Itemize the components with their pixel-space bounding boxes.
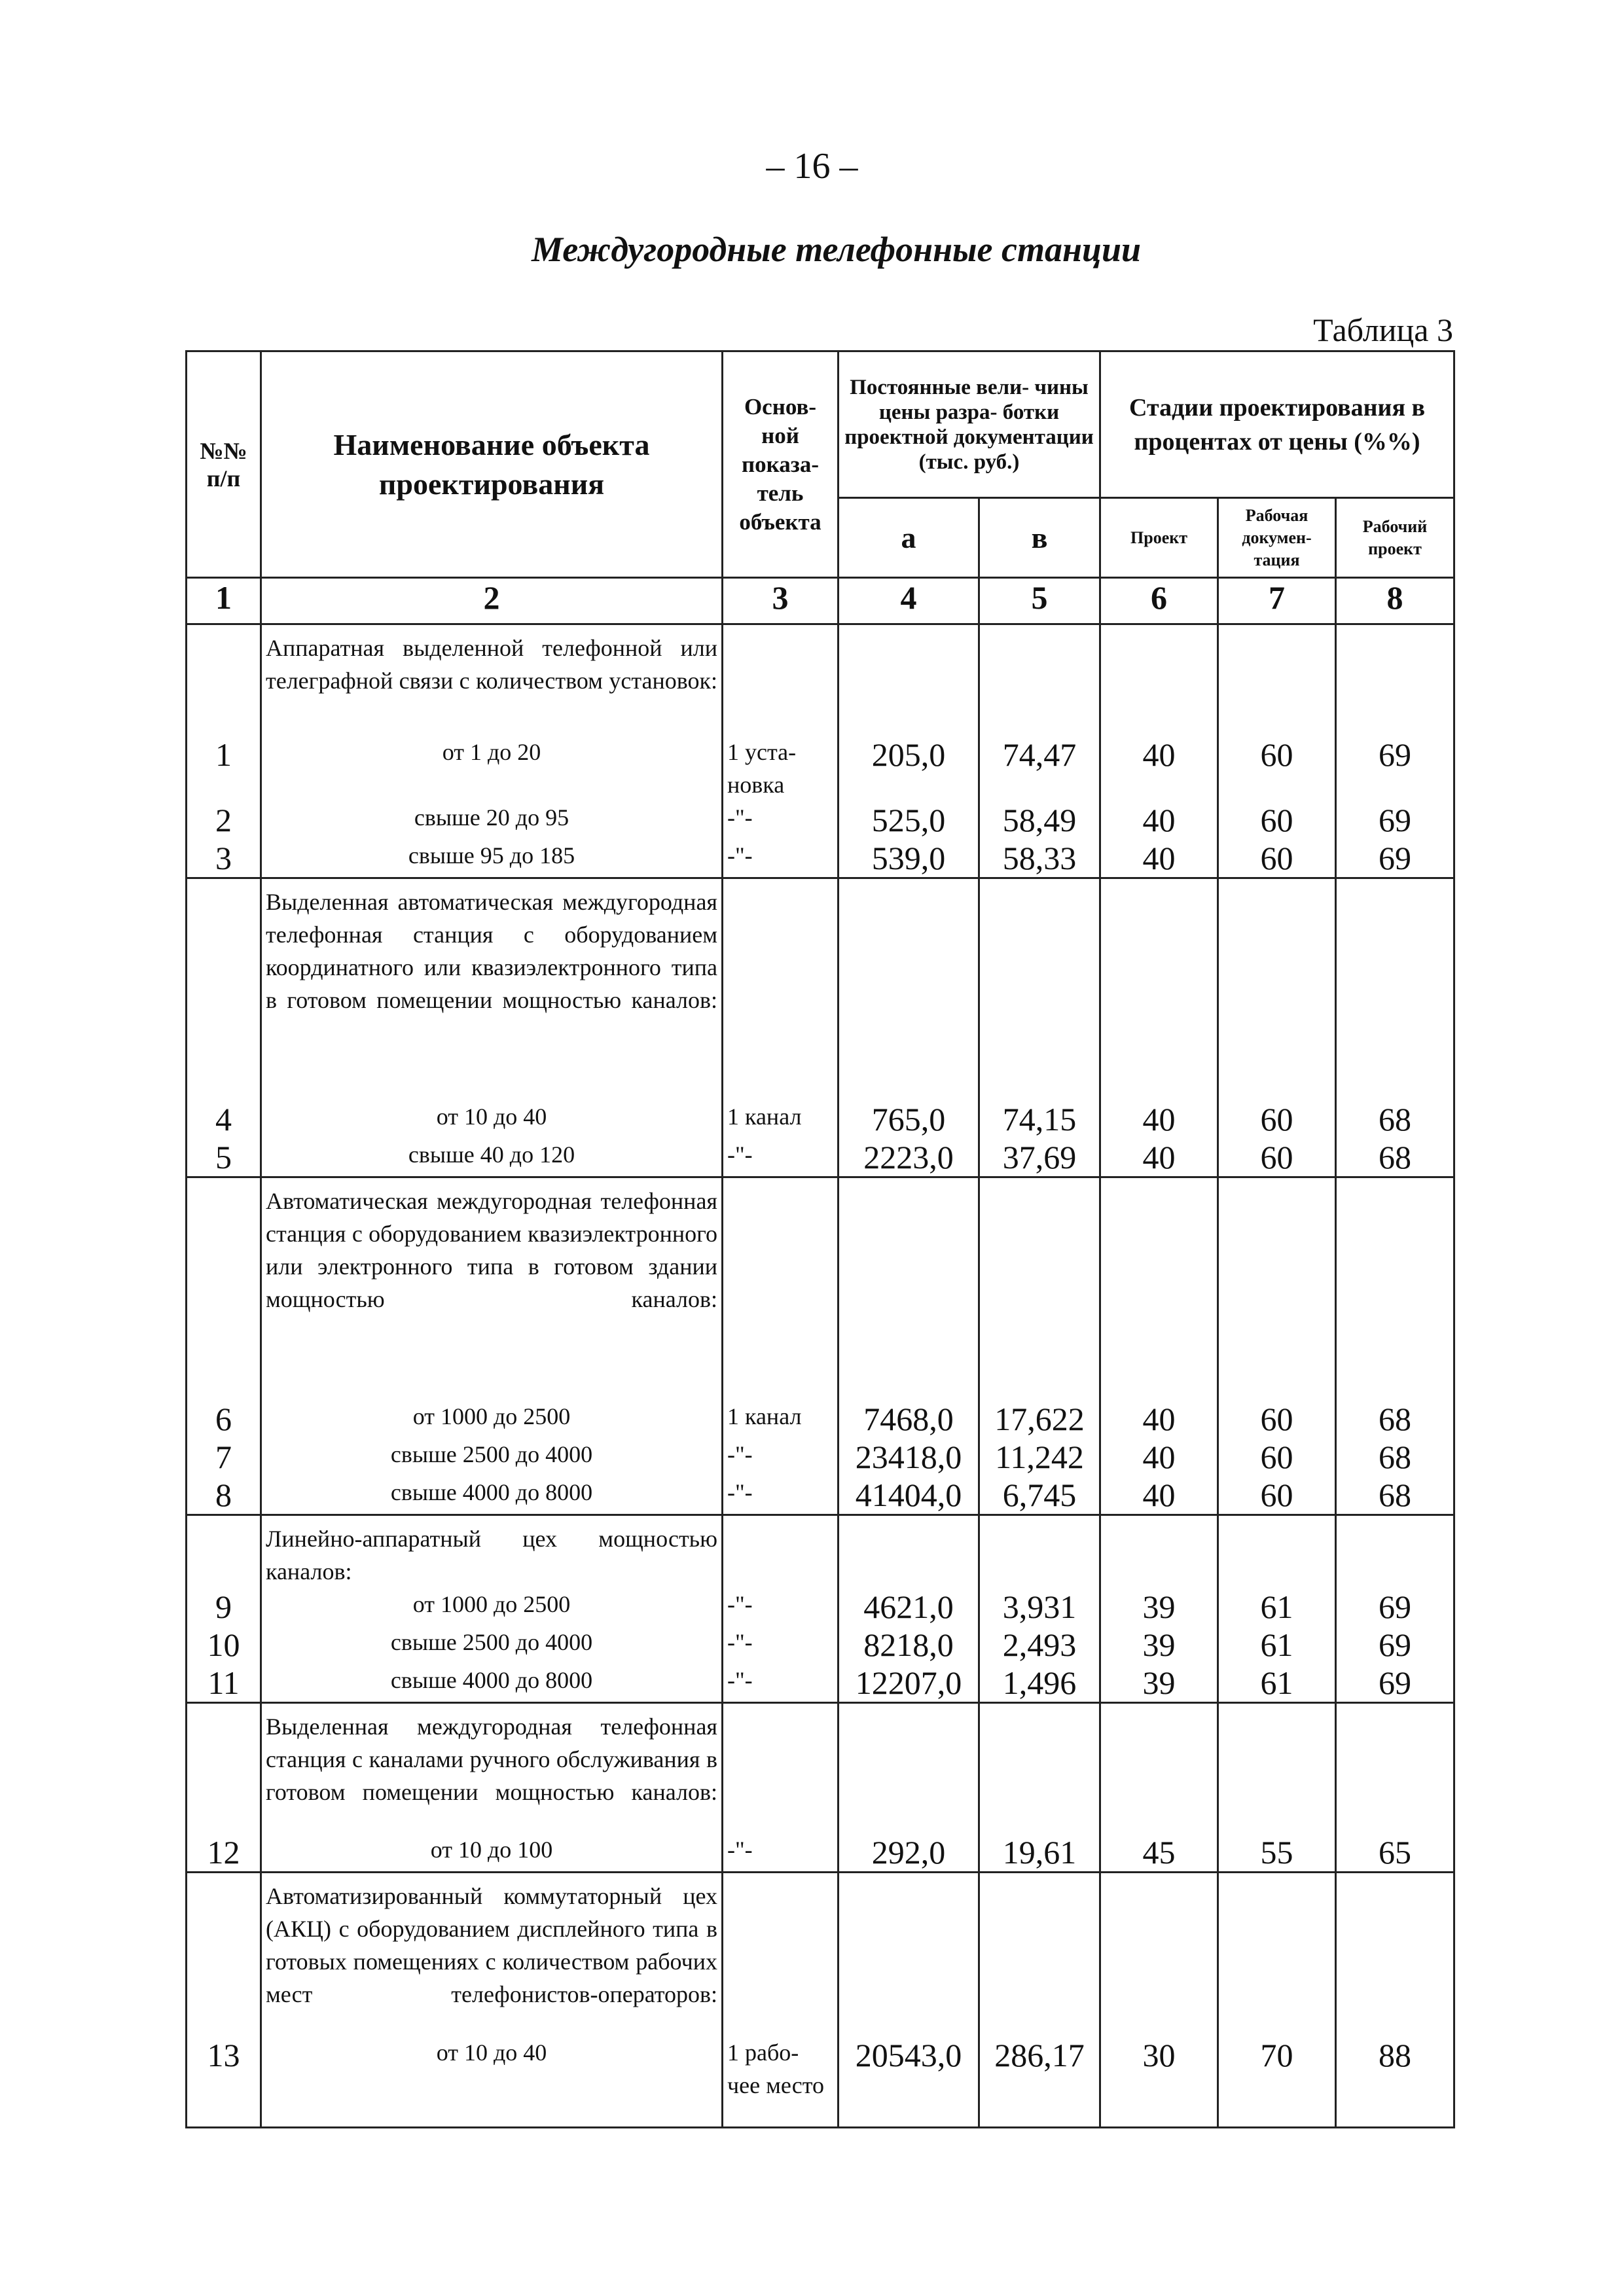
column-number: 3	[723, 578, 839, 624]
row-number: 2	[187, 801, 261, 839]
row-number: 11	[187, 1664, 261, 1703]
row-name: от 10 до 100	[261, 1833, 723, 1873]
price-table	[185, 350, 1455, 2128]
empty-cell	[839, 1177, 979, 1400]
row-value-b: 1,496	[979, 1664, 1100, 1703]
row-value-a: 765,0	[839, 1100, 979, 1138]
row-stage-workproject: 69	[1336, 1588, 1454, 1626]
table-row	[187, 1664, 1454, 1703]
row-unit: -"-	[723, 1588, 839, 1626]
group-description: Выделенная междугородная телефонная станция с каналами ручного обслуживания в готовом помещении мощностью каналов:	[261, 1702, 723, 1833]
row-stage-workdoc: 60	[1218, 1438, 1336, 1476]
empty-cell	[979, 878, 1100, 1100]
table-row	[187, 1100, 1454, 1138]
row-value-a: 7468,0	[839, 1400, 979, 1438]
header-col-project: Проект	[1100, 498, 1218, 578]
empty-cell	[1100, 878, 1218, 1100]
empty-cell	[979, 1515, 1100, 1588]
row-value-b: 6,745	[979, 1476, 1100, 1515]
group-description: Выделенная автоматическая междугородная телефонная станция с оборудованием координатного или квазиэлектронного типа в готовом помещении мощностью каналов:	[261, 878, 723, 1100]
empty-cell	[979, 1702, 1100, 1833]
header-col-num: №№ п/п	[187, 351, 261, 578]
row-stage-workproject: 68	[1336, 1138, 1454, 1177]
empty-cell	[1100, 1177, 1218, 1400]
row-value-b: 74,15	[979, 1100, 1100, 1138]
row-name: от 10 до 40	[261, 1100, 723, 1138]
row-name: свыше 2500 до 4000	[261, 1438, 723, 1476]
row-unit: 1 канал	[723, 1100, 839, 1138]
row-value-a: 292,0	[839, 1833, 979, 1873]
empty-cell	[979, 1177, 1100, 1400]
row-unit: -"-	[723, 1438, 839, 1476]
row-stage-workproject: 68	[1336, 1476, 1454, 1515]
header-col-name: Наименование объекта проектирования	[261, 351, 723, 578]
empty-cell	[1218, 878, 1336, 1100]
row-unit: -"-	[723, 1626, 839, 1664]
column-number: 2	[261, 578, 723, 624]
header-col-workproject: Рабочий проект	[1336, 498, 1454, 578]
row-value-b: 17,622	[979, 1400, 1100, 1438]
row-name: свыше 4000 до 8000	[261, 1664, 723, 1703]
page-title: Междугородные телефонные станции	[531, 230, 1142, 269]
empty-cell	[1218, 624, 1336, 736]
empty-cell	[187, 624, 261, 736]
header-col-a: а	[839, 498, 979, 578]
empty-cell	[723, 878, 839, 1100]
table-row	[187, 1588, 1454, 1626]
row-stage-project: 40	[1100, 736, 1218, 801]
row-unit: -"-	[723, 1664, 839, 1703]
row-stage-workproject: 65	[1336, 1833, 1454, 1873]
column-number: 7	[1218, 578, 1336, 624]
header-col-b: в	[979, 498, 1100, 578]
header-col-stages: Стадии проектирования в процентах от цены (%%)	[1100, 351, 1454, 498]
empty-cell	[1100, 1515, 1218, 1588]
column-number: 6	[1100, 578, 1218, 624]
page-number: – 16 –	[766, 146, 858, 187]
row-stage-workdoc: 61	[1218, 1588, 1336, 1626]
empty-cell	[1100, 624, 1218, 736]
header-col-indicator: Основ- ной показа- тель объекта	[723, 351, 839, 578]
row-stage-project: 40	[1100, 1438, 1218, 1476]
row-value-a: 2223,0	[839, 1138, 979, 1177]
row-stage-workdoc: 60	[1218, 1400, 1336, 1438]
group-description-row	[187, 1177, 1454, 1400]
row-stage-workdoc: 55	[1218, 1833, 1336, 1873]
row-name: от 10 до 40	[261, 2036, 723, 2128]
group-description: Аппаратная выделенной телефонной или телеграфной связи с количеством установок:	[261, 624, 723, 736]
empty-cell	[1336, 1515, 1454, 1588]
row-value-a: 23418,0	[839, 1438, 979, 1476]
row-value-a: 12207,0	[839, 1664, 979, 1703]
row-number: 6	[187, 1400, 261, 1438]
row-value-a: 525,0	[839, 801, 979, 839]
column-numbers-row	[187, 578, 1454, 624]
column-number: 5	[979, 578, 1100, 624]
empty-cell	[187, 878, 261, 1100]
column-number: 8	[1336, 578, 1454, 624]
row-stage-workdoc: 60	[1218, 839, 1336, 878]
empty-cell	[979, 624, 1100, 736]
row-unit: 1 уста- новка	[723, 736, 839, 801]
group-description-row	[187, 1873, 1454, 2036]
empty-cell	[839, 1515, 979, 1588]
row-stage-project: 39	[1100, 1626, 1218, 1664]
empty-cell	[723, 1702, 839, 1833]
table-row	[187, 801, 1454, 839]
row-name: от 1000 до 2500	[261, 1588, 723, 1626]
group-description: Автоматизированный коммутаторный цех (АКЦ) с оборудованием дисплейного типа в готовых помещениях с количеством рабочих мест телефонистов-операторов:	[261, 1873, 723, 2036]
row-name: свыше 20 до 95	[261, 801, 723, 839]
empty-cell	[187, 1177, 261, 1400]
empty-cell	[839, 878, 979, 1100]
table-row	[187, 2036, 1454, 2128]
row-stage-project: 40	[1100, 839, 1218, 878]
table-caption: Таблица 3	[1313, 312, 1453, 348]
row-unit: -"-	[723, 801, 839, 839]
row-stage-workdoc: 60	[1218, 736, 1336, 801]
row-number: 1	[187, 736, 261, 801]
row-value-b: 286,17	[979, 2036, 1100, 2128]
column-number: 1	[187, 578, 261, 624]
row-stage-project: 30	[1100, 2036, 1218, 2128]
empty-cell	[723, 624, 839, 736]
row-value-a: 4621,0	[839, 1588, 979, 1626]
empty-cell	[839, 624, 979, 736]
row-stage-workproject: 69	[1336, 1626, 1454, 1664]
group-description-row	[187, 624, 1454, 736]
column-number: 4	[839, 578, 979, 624]
table-row	[187, 1400, 1454, 1438]
row-number: 13	[187, 2036, 261, 2128]
empty-cell	[1336, 624, 1454, 736]
row-unit: -"-	[723, 839, 839, 878]
row-stage-project: 40	[1100, 1100, 1218, 1138]
row-stage-workdoc: 60	[1218, 801, 1336, 839]
row-stage-project: 39	[1100, 1664, 1218, 1703]
row-value-b: 58,33	[979, 839, 1100, 878]
row-unit: -"-	[723, 1138, 839, 1177]
empty-cell	[1336, 1702, 1454, 1833]
table-row	[187, 1833, 1454, 1873]
empty-cell	[723, 1177, 839, 1400]
row-number: 8	[187, 1476, 261, 1515]
empty-cell	[187, 1702, 261, 1833]
empty-cell	[1218, 1515, 1336, 1588]
empty-cell	[1218, 1702, 1336, 1833]
row-stage-workdoc: 61	[1218, 1626, 1336, 1664]
row-number: 10	[187, 1626, 261, 1664]
row-value-a: 539,0	[839, 839, 979, 878]
row-stage-workdoc: 60	[1218, 1100, 1336, 1138]
row-number: 4	[187, 1100, 261, 1138]
row-name: свыше 40 до 120	[261, 1138, 723, 1177]
row-name: свыше 4000 до 8000	[261, 1476, 723, 1515]
row-name: свыше 95 до 185	[261, 839, 723, 878]
empty-cell	[1336, 1873, 1454, 2036]
row-value-b: 2,493	[979, 1626, 1100, 1664]
empty-cell	[187, 1515, 261, 1588]
row-number: 7	[187, 1438, 261, 1476]
empty-cell	[187, 1873, 261, 2036]
row-unit: 1 рабо- чее место	[723, 2036, 839, 2128]
empty-cell	[723, 1873, 839, 2036]
group-description-row	[187, 1702, 1454, 1833]
row-value-a: 20543,0	[839, 2036, 979, 2128]
row-unit: -"-	[723, 1833, 839, 1873]
row-unit: 1 канал	[723, 1400, 839, 1438]
empty-cell	[1100, 1702, 1218, 1833]
group-description-row	[187, 1515, 1454, 1588]
empty-cell	[1100, 1873, 1218, 2036]
empty-cell	[1218, 1177, 1336, 1400]
row-stage-project: 40	[1100, 1400, 1218, 1438]
row-stage-workproject: 68	[1336, 1400, 1454, 1438]
row-stage-workproject: 88	[1336, 2036, 1454, 2128]
empty-cell	[1218, 1873, 1336, 2036]
row-stage-workproject: 69	[1336, 801, 1454, 839]
row-unit: -"-	[723, 1476, 839, 1515]
empty-cell	[723, 1515, 839, 1588]
row-stage-workproject: 69	[1336, 1664, 1454, 1703]
empty-cell	[979, 1873, 1100, 2036]
row-stage-project: 40	[1100, 1476, 1218, 1515]
group-description: Линейно-аппаратный цех мощностью каналов:	[261, 1515, 723, 1588]
row-name: от 1 до 20	[261, 736, 723, 801]
row-value-b: 37,69	[979, 1138, 1100, 1177]
table-row	[187, 839, 1454, 878]
row-value-b: 11,242	[979, 1438, 1100, 1476]
row-number: 3	[187, 839, 261, 878]
row-stage-project: 40	[1100, 1138, 1218, 1177]
row-stage-workproject: 68	[1336, 1100, 1454, 1138]
table-row	[187, 1438, 1454, 1476]
row-name: свыше 2500 до 4000	[261, 1626, 723, 1664]
table-row	[187, 1626, 1454, 1664]
row-stage-workdoc: 60	[1218, 1476, 1336, 1515]
row-stage-workdoc: 70	[1218, 2036, 1336, 2128]
row-stage-workproject: 69	[1336, 839, 1454, 878]
table-row	[187, 1138, 1454, 1177]
empty-cell	[839, 1873, 979, 2036]
row-stage-workdoc: 61	[1218, 1664, 1336, 1703]
row-value-a: 41404,0	[839, 1476, 979, 1515]
group-description: Автоматическая междугородная телефонная станция с оборудованием квазиэлектронного или электронного типа в готовом здании мощностью каналов:	[261, 1177, 723, 1400]
row-value-a: 205,0	[839, 736, 979, 801]
row-stage-project: 40	[1100, 801, 1218, 839]
header-col-const: Постоянные вели- чины цены разра- ботки проектной документации (тыс. руб.)	[839, 351, 1100, 498]
row-name: от 1000 до 2500	[261, 1400, 723, 1438]
row-stage-project: 39	[1100, 1588, 1218, 1626]
row-number: 12	[187, 1833, 261, 1873]
row-stage-workproject: 68	[1336, 1438, 1454, 1476]
table-row	[187, 1476, 1454, 1515]
row-stage-workdoc: 60	[1218, 1138, 1336, 1177]
row-stage-project: 45	[1100, 1833, 1218, 1873]
empty-cell	[1336, 1177, 1454, 1400]
row-value-a: 8218,0	[839, 1626, 979, 1664]
row-value-b: 19,61	[979, 1833, 1100, 1873]
empty-cell	[1336, 878, 1454, 1100]
table-row	[187, 736, 1454, 801]
row-stage-workproject: 69	[1336, 736, 1454, 801]
row-value-b: 74,47	[979, 736, 1100, 801]
header-col-workdoc: Рабочая докумен- тация	[1218, 498, 1336, 578]
row-value-b: 3,931	[979, 1588, 1100, 1626]
row-number: 5	[187, 1138, 261, 1177]
group-description-row	[187, 878, 1454, 1100]
empty-cell	[839, 1702, 979, 1833]
row-value-b: 58,49	[979, 801, 1100, 839]
row-number: 9	[187, 1588, 261, 1626]
